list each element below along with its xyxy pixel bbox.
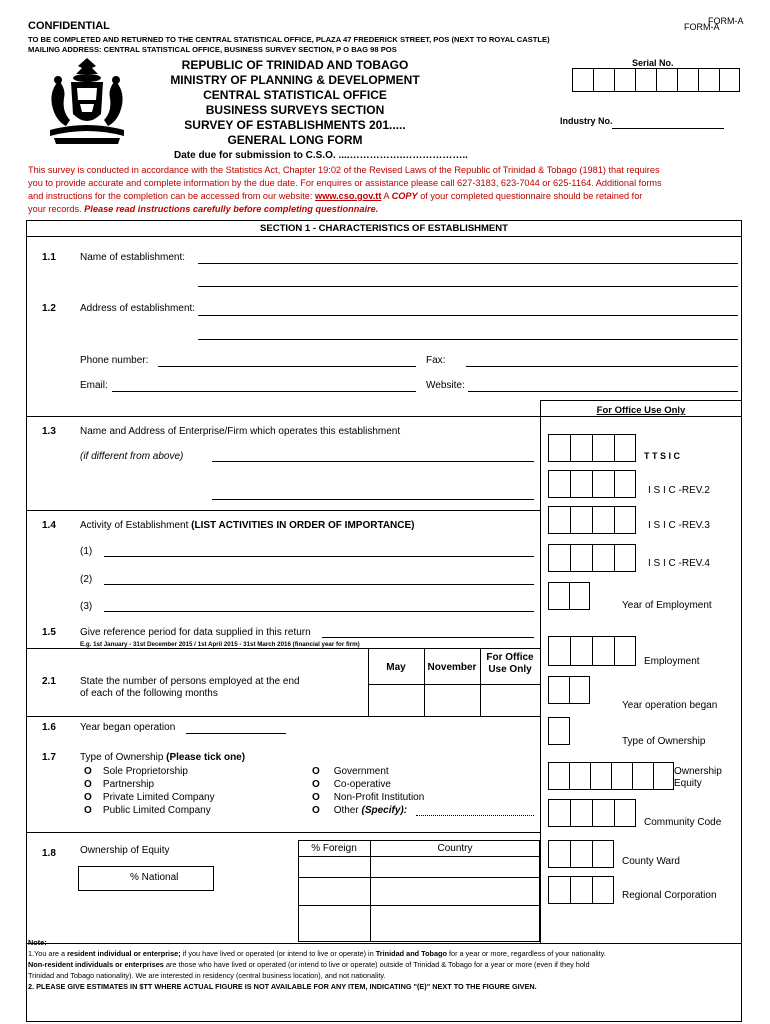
q2-1-line-1: State the number of persons employed at the end bbox=[80, 676, 300, 687]
ttsic-label: T T S I C bbox=[644, 451, 680, 461]
option-cooperative[interactable] bbox=[312, 778, 424, 791]
q1-7-number: 1.7 bbox=[42, 752, 56, 763]
q1-7-label-bold: (Please tick one) bbox=[166, 752, 246, 763]
may-header: May bbox=[386, 662, 406, 673]
reference-period-example: E.g. 1st January - 31st December 2015 / 1st April 2015 - 31st March 2016 (financial year for firm) bbox=[80, 641, 360, 648]
confidential-label: CONFIDENTIAL bbox=[28, 20, 110, 32]
q2-1-line-2: of each of the following months bbox=[80, 688, 218, 699]
isic2-label: I S I C -REV.2 bbox=[648, 485, 710, 496]
title-line-4: BUSINESS SURVEYS SECTION bbox=[205, 103, 385, 117]
option-non-profit[interactable] bbox=[312, 791, 424, 804]
employment-boxes[interactable] bbox=[548, 636, 636, 666]
year-employment-label: Year of Employment bbox=[622, 600, 712, 611]
intro-line-2: you to provide accurate and complete information by the due date. For enquires or assistance please call 627-3183, 623-7044 or 625-1164. Additional forms bbox=[28, 178, 662, 188]
email-field[interactable] bbox=[112, 391, 416, 392]
option-other[interactable] bbox=[312, 804, 424, 817]
community-code-boxes[interactable] bbox=[548, 799, 636, 827]
q1-5-label: Give reference period for data supplied in this return bbox=[80, 627, 311, 638]
title-line-1: REPUBLIC OF TRINIDAD AND TOBAGO bbox=[181, 58, 409, 72]
option-label: Private Limited Company bbox=[102, 792, 215, 803]
read-instructions: Please read instructions carefully before completing questionnaire. bbox=[84, 204, 379, 214]
option-label: Public Limited Company bbox=[102, 805, 211, 816]
radio-icon[interactable]: O bbox=[84, 792, 92, 803]
q2-1-number: 2.1 bbox=[42, 676, 56, 687]
other-specify-field[interactable] bbox=[416, 815, 534, 816]
q1-4-number: 1.4 bbox=[42, 520, 56, 531]
intro-line-3a: and instructions for the completion can be accessed from our website: bbox=[28, 191, 316, 201]
note-1-line-3: Trinidad and Tobago nationality). We are interested in residency (central business location), and not nationality. bbox=[28, 971, 386, 980]
q1-4-label-bold: (LIST ACTIVITIES IN ORDER OF IMPORTANCE) bbox=[191, 520, 415, 531]
q1-4-label-text: Activity of Establishment bbox=[80, 520, 192, 531]
ownership-options-left bbox=[84, 765, 215, 817]
form-code: FORM-A bbox=[708, 16, 744, 26]
note-bold: Non-resident individuals or enterprises bbox=[28, 960, 164, 969]
activity-1-label: (1) bbox=[80, 546, 93, 557]
type-ownership-box[interactable] bbox=[548, 717, 570, 745]
form-title bbox=[160, 58, 430, 148]
county-ward-boxes[interactable] bbox=[548, 840, 614, 868]
specify-label: (Specify): bbox=[361, 805, 408, 816]
note-text: 1.You are a bbox=[28, 949, 68, 958]
fax-field[interactable] bbox=[466, 366, 738, 367]
note-bold: resident individual or enterprise; bbox=[67, 949, 181, 958]
activity-3-label: (3) bbox=[80, 601, 93, 612]
intro-line-3c: of your completed questionnaire should be retained for bbox=[417, 191, 643, 201]
ownership-equity-boxes[interactable] bbox=[548, 762, 674, 790]
q1-4-label bbox=[80, 520, 415, 531]
ownership-equity-label-1: Ownership bbox=[674, 766, 722, 777]
year-began-field[interactable] bbox=[186, 733, 286, 734]
serial-no-boxes[interactable] bbox=[572, 68, 740, 92]
title-line-3: CENTRAL STATISTICAL OFFICE bbox=[203, 88, 387, 102]
copy-emphasis: COPY bbox=[391, 191, 418, 201]
office-use-col-1: For Office bbox=[486, 652, 534, 663]
option-partnership[interactable] bbox=[84, 778, 215, 791]
q1-3-label: Name and Address of Enterprise/Firm which operates this establishment bbox=[80, 426, 401, 437]
national-label: % National bbox=[130, 872, 179, 883]
enterprise-field-2[interactable] bbox=[212, 499, 534, 500]
industry-no-field[interactable] bbox=[612, 128, 724, 129]
activity-2-label: (2) bbox=[80, 574, 93, 585]
activity-2-field[interactable] bbox=[104, 584, 534, 585]
note-1-line-2 bbox=[28, 959, 742, 970]
radio-icon[interactable]: O bbox=[84, 779, 92, 790]
option-label: Government bbox=[333, 766, 389, 777]
serial-no-label: Serial No. bbox=[632, 58, 674, 68]
q1-2-number: 1.2 bbox=[42, 303, 56, 314]
mailing-address: MAILING ADDRESS: CENTRAL STATISTICAL OFFICE, BUSINESS SURVEY SECTION, P O BAG 98 POS bbox=[28, 45, 397, 54]
foreign-header: % Foreign bbox=[311, 843, 357, 854]
phone-field[interactable] bbox=[158, 366, 416, 367]
note-text: are those who have lived or operated (or intend to live or operate) outside of Trinidad & Tobago for a year or more (even if they hold bbox=[163, 960, 590, 969]
country-header: Country bbox=[437, 843, 473, 854]
ownership-equity-label-2: Equity bbox=[674, 778, 702, 789]
intro-line-4a: your records. bbox=[28, 204, 85, 214]
regional-corp-boxes[interactable] bbox=[548, 876, 614, 904]
radio-icon[interactable]: O bbox=[312, 792, 320, 803]
title-line-6: GENERAL LONG FORM bbox=[227, 133, 363, 147]
website-label: Website: bbox=[426, 380, 465, 391]
regional-corp-label: Regional Corporation bbox=[622, 890, 717, 901]
foreign-pct-cell-1[interactable] bbox=[298, 857, 370, 877]
year-op-label: Year operation began bbox=[622, 700, 718, 711]
note-text: if you have lived or operated (or intend to live or operate) in bbox=[180, 949, 376, 958]
radio-icon[interactable]: O bbox=[312, 805, 320, 816]
q1-6-label: Year began operation bbox=[80, 722, 176, 733]
ownership-options-right bbox=[312, 765, 424, 817]
radio-icon[interactable]: O bbox=[84, 805, 92, 816]
option-label: Partnership bbox=[102, 779, 155, 790]
title-line-2: MINISTRY OF PLANNING & DEVELOPMENT bbox=[170, 73, 420, 87]
form-code-secondary: FORM-A bbox=[684, 22, 720, 32]
title-line-5: SURVEY OF ESTABLISHMENTS 201..... bbox=[184, 118, 406, 132]
isic2-boxes[interactable] bbox=[548, 470, 636, 498]
q1-1-number: 1.1 bbox=[42, 252, 56, 263]
ttsic-boxes[interactable] bbox=[548, 434, 636, 462]
activity-3-field[interactable] bbox=[104, 611, 534, 612]
option-label: Co-operative bbox=[333, 779, 391, 790]
establishment-name-field-2[interactable] bbox=[198, 286, 738, 287]
may-employees-cell[interactable] bbox=[368, 685, 424, 716]
note-2: 2. PLEASE GIVE ESTIMATES IN $TT WHERE ACTUAL FIGURE IS NOT AVAILABLE FOR ANY ITEM, INDICATING "(E)" NEXT TO THE FIGURE GIVEN. bbox=[28, 982, 537, 991]
option-private-limited[interactable] bbox=[84, 791, 215, 804]
option-sole-proprietorship[interactable] bbox=[84, 765, 215, 778]
reference-period-field[interactable] bbox=[322, 637, 534, 638]
option-label: Sole Proprietorship bbox=[102, 766, 188, 777]
q1-7-label-text: Type of Ownership bbox=[80, 752, 167, 763]
phone-label: Phone number: bbox=[80, 355, 149, 366]
isic3-boxes[interactable] bbox=[548, 506, 636, 534]
radio-icon[interactable]: O bbox=[84, 766, 92, 777]
isic4-boxes[interactable] bbox=[548, 544, 636, 572]
type-ownership-label: Type of Ownership bbox=[622, 736, 706, 747]
q1-6-number: 1.6 bbox=[42, 722, 56, 733]
employment-label: Employment bbox=[644, 656, 700, 667]
notes-title: Note: bbox=[28, 938, 47, 947]
office-use-header: For Office Use Only bbox=[596, 405, 686, 416]
isic4-label: I S I C -REV.4 bbox=[648, 558, 710, 569]
isic3-label: I S I C -REV.3 bbox=[648, 520, 710, 531]
q1-3-sublabel: (if different from above) bbox=[80, 451, 184, 462]
website-field[interactable] bbox=[468, 391, 738, 392]
option-public-limited[interactable] bbox=[84, 804, 215, 817]
radio-icon[interactable]: O bbox=[312, 779, 320, 790]
county-ward-label: County Ward bbox=[622, 856, 680, 867]
radio-icon[interactable]: O bbox=[312, 766, 320, 777]
website-link[interactable]: www.cso.gov.tt bbox=[315, 191, 382, 201]
section-title: SECTION 1 - CHARACTERISTICS OF ESTABLISHMENT bbox=[260, 223, 508, 234]
year-employment-boxes[interactable] bbox=[548, 582, 590, 610]
address-field-2[interactable] bbox=[198, 339, 738, 340]
industry-no-label: Industry No. bbox=[560, 116, 613, 126]
q1-3-number: 1.3 bbox=[42, 426, 56, 437]
option-government[interactable] bbox=[312, 765, 424, 778]
november-header: November bbox=[427, 662, 477, 673]
enterprise-field-1[interactable] bbox=[212, 461, 534, 462]
year-op-boxes[interactable] bbox=[548, 676, 590, 704]
address-field-1[interactable] bbox=[198, 315, 738, 316]
office-use-col-2: Use Only bbox=[488, 664, 532, 675]
coat-of-arms-icon bbox=[44, 56, 130, 148]
intro-line-1: This survey is conducted in accordance with the Statistics Act, Chapter 19:02 of the Revised Laws of the Republic of Trinidad & Tobago (1981) that requires bbox=[28, 165, 660, 175]
q1-7-label bbox=[80, 752, 245, 763]
community-code-label: Community Code bbox=[644, 817, 722, 828]
due-date: Date due for submission to C.S.O. ....…………….……………….. bbox=[174, 150, 468, 161]
q1-8-label: Ownership of Equity bbox=[80, 845, 170, 856]
q1-2-label: Address of establishment: bbox=[80, 303, 196, 314]
activity-1-field[interactable] bbox=[104, 556, 534, 557]
option-label: Other bbox=[333, 805, 362, 816]
q1-8-number: 1.8 bbox=[42, 848, 56, 859]
intro-text bbox=[28, 164, 742, 216]
note-bold: Trinidad and Tobago bbox=[375, 949, 447, 958]
fax-label: Fax: bbox=[426, 355, 446, 366]
email-label: Email: bbox=[80, 380, 108, 391]
notes-section bbox=[28, 937, 742, 992]
return-instruction: TO BE COMPLETED AND RETURNED TO THE CENTRAL STATISTICAL OFFICE, PLAZA 47 FREDERICK STREET, POS (NEXT TO ROYAL CASTLE) bbox=[28, 35, 550, 44]
note-1-line-1 bbox=[28, 948, 742, 959]
q1-5-number: 1.5 bbox=[42, 627, 56, 638]
q1-1-label: Name of establishment: bbox=[80, 252, 186, 263]
note-text: for a year or more, regardless of your nationality. bbox=[446, 949, 606, 958]
option-label: Non-Profit Institution bbox=[333, 792, 425, 803]
intro-line-3b: A bbox=[381, 191, 392, 201]
november-employees-cell[interactable] bbox=[424, 685, 480, 716]
country-cell-1[interactable] bbox=[371, 857, 540, 877]
establishment-name-field[interactable] bbox=[198, 263, 738, 264]
